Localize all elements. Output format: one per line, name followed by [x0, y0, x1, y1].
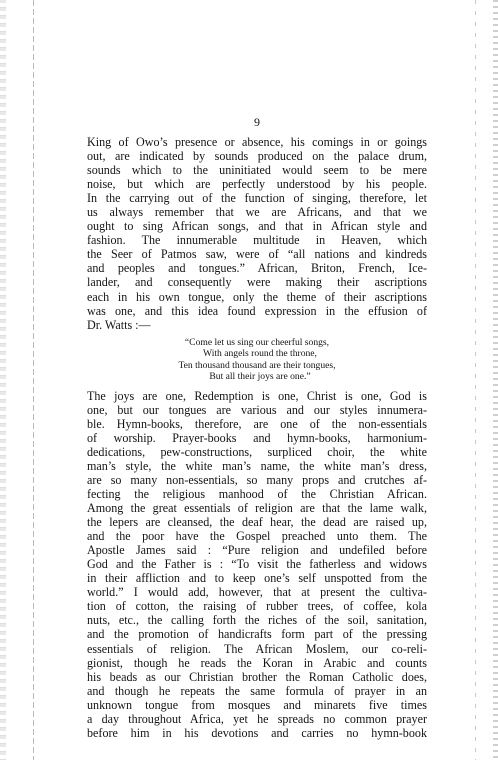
text-line: and though he repeats the same formula of prayer in an — [87, 683, 427, 698]
text-line: lander, and consequently were making their ascriptions — [87, 275, 427, 290]
page-number: 9 — [254, 115, 260, 129]
text-line: ought to sing African songs, and that in African style and — [87, 219, 427, 234]
text-line: and peoples and tongues.” African, Briton, French, Ice- — [87, 261, 427, 276]
text-line: one, but our tongues are various and our styles innumera- — [87, 402, 427, 417]
text-line: a day throughout Africa, yet he spreads no common prayer — [87, 711, 427, 726]
text-line: are so many non-essentials, so many props and crutches af- — [87, 472, 427, 487]
text-line: King of Owo’s presence or absence, his comings in or goings — [87, 135, 427, 149]
text-line: in their affliction and to keep one’s self unspotted from the — [87, 571, 427, 586]
text-line: was one, and this idea found expression in the effusion of — [87, 303, 427, 318]
text-line: ble. Hymn-books, therefore, are one of the non-essentials — [87, 416, 427, 431]
text-line: dedications, pew-constructions, surpliced choir, the white — [87, 444, 427, 459]
text-line: gionist, though he reads the Koran in Arabic and counts — [87, 655, 427, 670]
text-line: each in his own tongue, only the theme of their ascriptions — [87, 289, 427, 304]
text-line: sounds which to the uninitiated would seem to be mere — [87, 163, 427, 178]
text-line: us always remember that we are Africans, and that we — [87, 205, 427, 220]
text-line: world.” I would add, however, that at present the cultiva- — [87, 585, 427, 600]
text-line: and the promotion of handicrafts form part of the pressing — [87, 627, 427, 642]
scan-edge-left — [0, 0, 6, 760]
text-line: the Seer of Patmos saw, were of “all nations and kindreds — [87, 247, 427, 262]
verse-line: With angels round the throne, — [203, 348, 317, 360]
text-line: essentials of religion. The African Moslem, our co-reli- — [87, 641, 427, 656]
scan-margin-line-right — [475, 0, 476, 760]
text-line: Dr. Watts :— — [87, 317, 151, 332]
text-line: nuts, etc., the calling forth the riches of the soil, sanitation, — [87, 613, 427, 628]
text-line: man’s style, the white man’s name, the white man’s dress, — [87, 458, 427, 473]
text-line: God and the Father is : “To visit the fatherless and widows — [87, 557, 427, 572]
text-line: The joys are one, Redemption is one, Christ is one, God is — [87, 388, 427, 403]
book-page — [87, 115, 427, 740]
text-line: and the poor have the Gospel preached unto them. The — [87, 529, 427, 544]
text-line: tion of cotton, the raising of rubber trees, of coffee, kola — [87, 599, 427, 614]
verse-quotation — [87, 337, 427, 383]
verse-line: “Come let us sing our cheerful songs, — [184, 336, 330, 348]
scan-edge-right — [493, 0, 498, 760]
text-line: fecting the religious manhood of the Christian African. — [87, 486, 427, 501]
text-line: noise, but which are perfectly understood by his people. — [87, 177, 427, 192]
text-line: In the carrying out of the function of singing, therefore, let — [87, 191, 427, 206]
text-line: before him in his devotions and carries no hymn-book — [87, 725, 427, 740]
text-line: his beads as our Christian brother the Roman Catholic does, — [87, 669, 427, 684]
text-line: the lepers are cleansed, the deaf hear, the dead are raised up, — [87, 515, 427, 530]
verse-line: But all their joys are one.” — [209, 371, 311, 383]
text-line: of worship. Prayer-books and hymn-books, harmonium- — [87, 430, 427, 445]
text-line: unknown tongue from mosques and minarets five times — [87, 697, 427, 712]
paragraph-2 — [87, 389, 427, 740]
text-line: fashion. The innumerable multitude in Heaven, which — [87, 233, 427, 248]
text-line: Apostle James said : “Pure religion and undefiled before — [87, 543, 427, 558]
paragraph-1 — [87, 135, 427, 332]
text-line: out, are indicated by sounds produced on the palace drum, — [87, 149, 427, 164]
verse-line: Ten thousand thousand are their tongues, — [178, 359, 336, 371]
scan-margin-line-left — [33, 0, 34, 760]
text-line: Among the great essentials of religion are that the lame walk, — [87, 501, 427, 516]
